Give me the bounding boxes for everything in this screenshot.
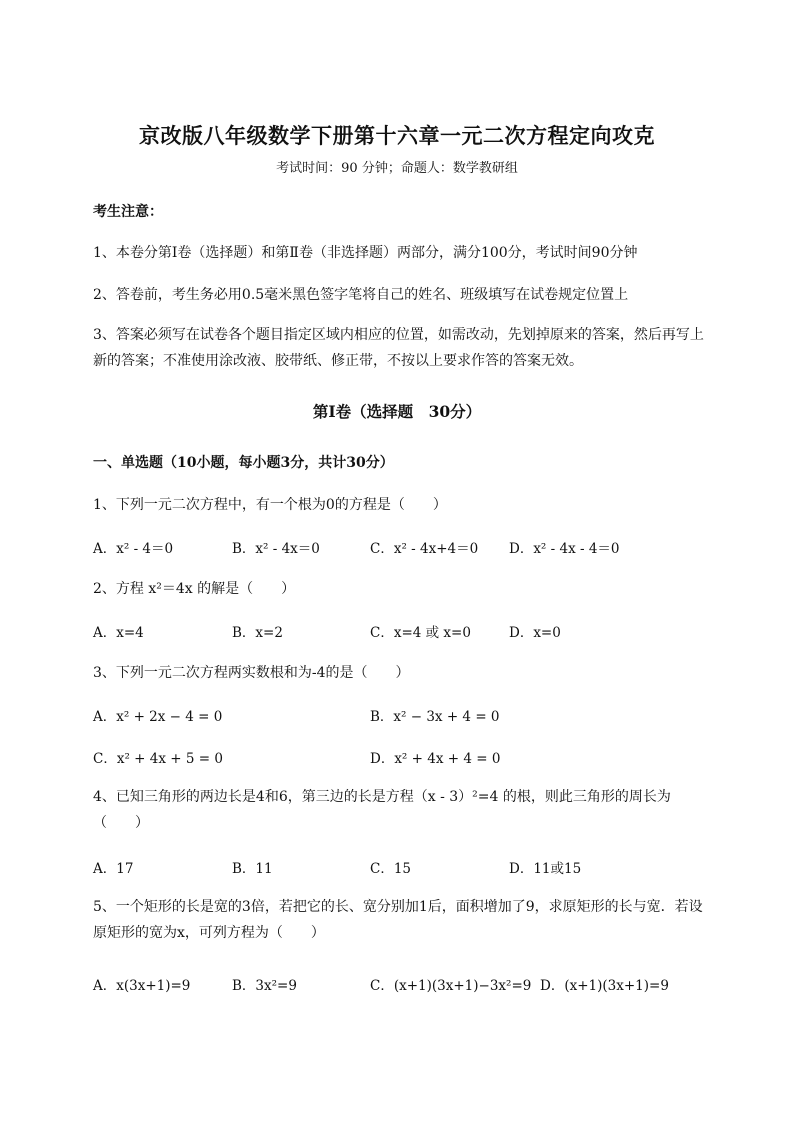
option-c[interactable]: C．x=4 或 x=0 — [370, 625, 471, 641]
option-d[interactable]: D．x² - 4x - 4＝0 — [509, 541, 620, 557]
option-c[interactable]: C．(x+1)(3x+1)−3x²=9 — [370, 978, 532, 994]
option-d[interactable]: D．11或15 — [509, 861, 582, 877]
note-item: 2、答卷前，考生务必用0.5毫米黑色签字笔将自己的姓名、班级填写在试卷规定位置上 — [93, 287, 629, 303]
option-c[interactable]: C．x² + 4x + 5 = 0 — [93, 751, 223, 767]
option-b[interactable]: B．3x²=9 — [232, 978, 297, 994]
option-c[interactable]: C．15 — [370, 861, 412, 877]
question-stem: 5、一个矩形的长是宽的3倍，若把它的长、宽分别加1后，面积增加了9，求原矩形的长与宽．若设原矩形的宽为x，可列方程为（ ） — [93, 899, 703, 941]
option-b[interactable]: B．x² - 4x＝0 — [232, 541, 320, 557]
question-stem: 1、下列一元二次方程中，有一个根为0的方程是（ ） — [93, 497, 447, 513]
option-d[interactable]: D．(x+1)(3x+1)=9 — [540, 978, 669, 994]
section-title: 第Ⅰ卷（选择题 30分） — [312, 402, 482, 421]
option-b[interactable]: B．x² − 3x + 4 = 0 — [370, 709, 500, 725]
note-item: 1、本卷分第Ⅰ卷（选择题）和第Ⅱ卷（非选择题）两部分，满分100分，考试时间90分钟 — [93, 245, 638, 261]
option-a[interactable]: A．x² - 4＝0 — [93, 541, 174, 557]
option-a[interactable]: A．x(3x+1)=9 — [93, 978, 191, 994]
part-heading: 一、单选题（10小题，每小题3分，共计30分） — [93, 455, 394, 471]
note-item: 3、答案必须写在试卷各个题目指定区域内相应的位置，如需改动，先划掉原来的答案，然后再写上新的答案；不准使用涂改液、胶带纸、修正带，不按以上要求作答的答案无效。 — [93, 327, 704, 369]
exam-info: 考试时间：90 分钟；命题人：数学教研组 — [276, 161, 518, 176]
question-stem: 3、下列一元二次方程两实数根和为-4的是（ ） — [93, 665, 410, 681]
question-stem: 4、已知三角形的两边长是4和6，第三边的长是方程（x - 3）²=4 的根，则此三角形的周长为（ ） — [93, 789, 671, 831]
option-b[interactable]: B．x=2 — [232, 625, 283, 641]
notes-heading: 考生注意： — [93, 204, 163, 220]
question-stem: 2、方程 x²＝4x 的解是（ ） — [93, 581, 296, 597]
option-c[interactable]: C．x² - 4x+4＝0 — [370, 541, 479, 557]
option-a[interactable]: A．x² + 2x − 4 = 0 — [93, 709, 223, 725]
option-a[interactable]: A．17 — [93, 861, 134, 877]
page-title: 京改版八年级数学下册第十六章一元二次方程定向攻克 — [139, 123, 655, 148]
option-d[interactable]: D．x² + 4x + 4 = 0 — [370, 751, 501, 767]
option-a[interactable]: A．x=4 — [93, 625, 144, 641]
option-b[interactable]: B．11 — [232, 861, 273, 877]
option-d[interactable]: D．x=0 — [509, 625, 561, 641]
